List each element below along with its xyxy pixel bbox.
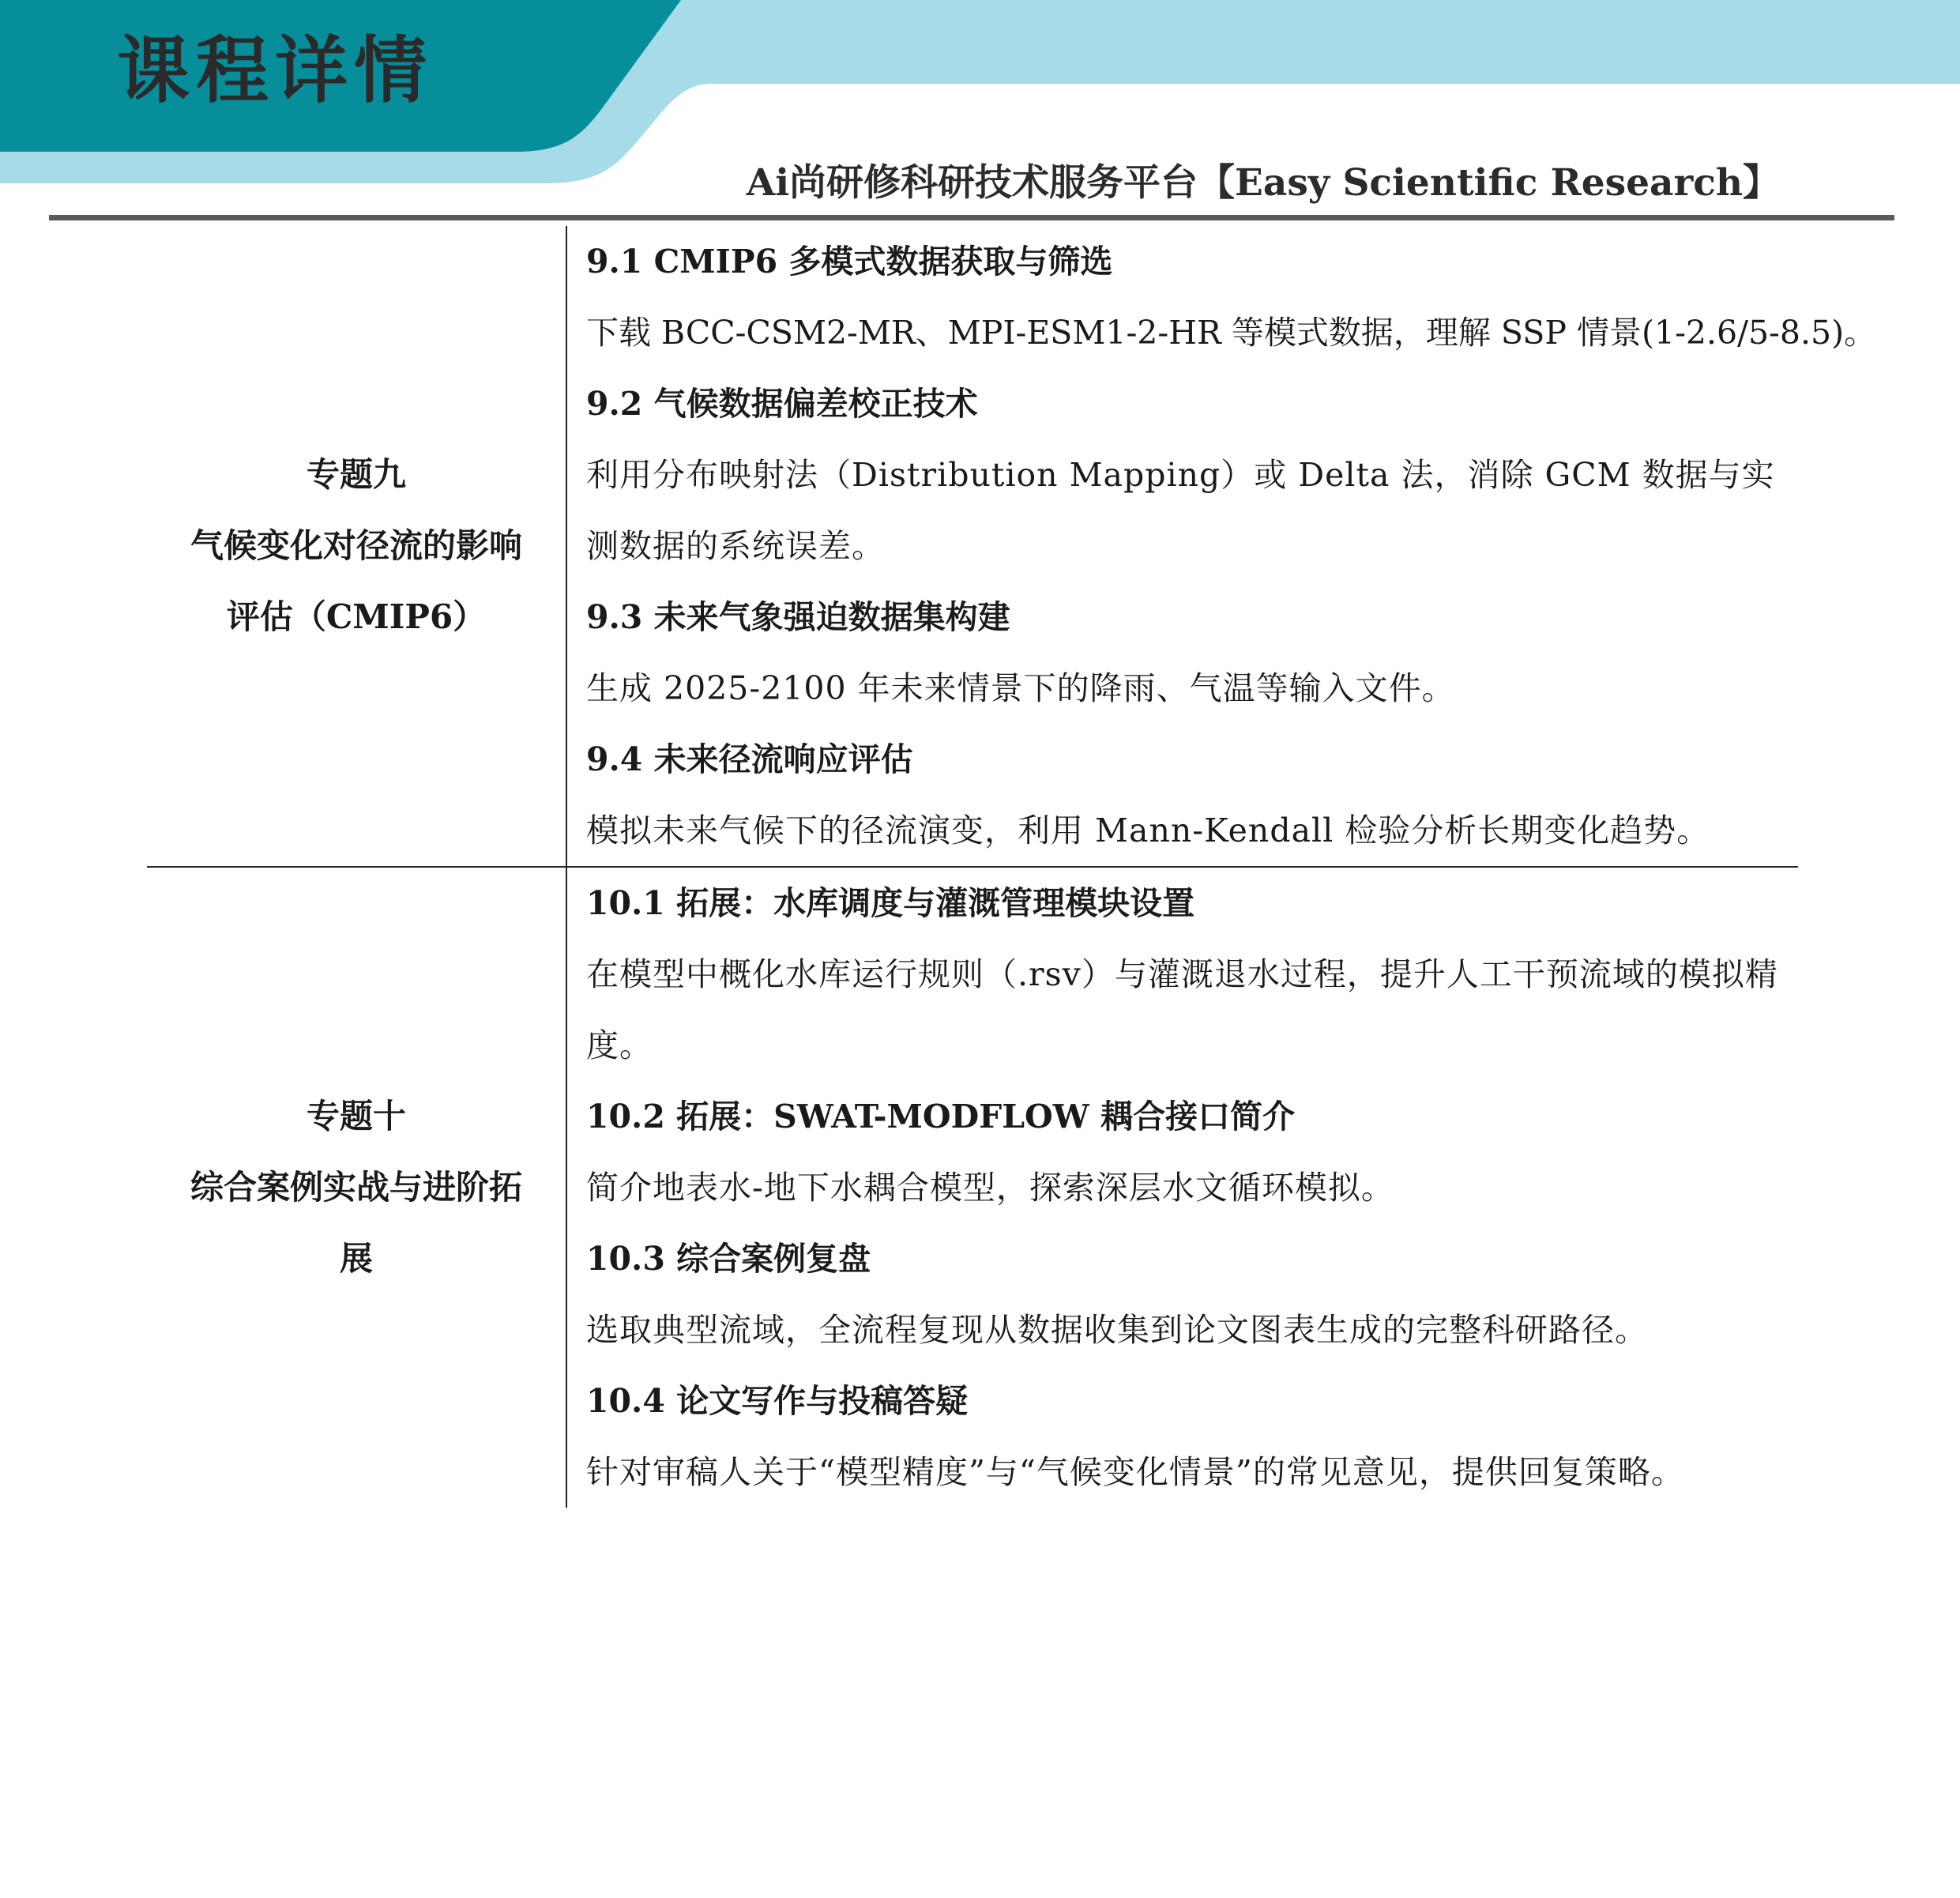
item-body: 选取典型流域，全流程复现从数据收集到论文图表生成的完整科研路径。	[586, 1311, 1648, 1349]
topic-details	[566, 226, 1877, 867]
topic-title-line: 气候变化对径流的影响	[190, 526, 522, 565]
topic-row	[147, 226, 1798, 867]
topic-details	[566, 867, 1798, 1508]
section-title: 课程详情	[117, 28, 434, 113]
item-body: 生成 2025-2100 年未来情景下的降雨、气温等输入文件。	[586, 669, 1455, 707]
platform-name: Ai尚研修科研技术服务平台【Easy Scientific Research】	[746, 161, 1780, 205]
item-heading: 9.1 CMIP6 多模式数据获取与筛选	[586, 243, 1113, 281]
item-body: 下载 BCC-CSM2-MR、MPI-ESM1-2-HR 等模式数据，理解 SSP 情景(1-2.6/5-8.5)。	[586, 314, 1877, 352]
topic-label: 专题九	[306, 455, 406, 494]
item-heading: 10.2 拓展：SWAT-MODFLOW 耦合接口简介	[586, 1098, 1296, 1135]
item-heading: 9.3 未来气象强迫数据集构建	[586, 598, 1010, 636]
course-table	[147, 226, 1877, 1508]
topic-title-line: 评估（CMIP6）	[226, 597, 487, 636]
item-body: 在模型中概化水库运行规则（.rsv）与灌溉退水过程，提升人工干预流域的模拟精度。	[586, 955, 1778, 1064]
topic-cell	[147, 867, 566, 1508]
item-heading: 9.2 气候数据偏差校正技术	[586, 385, 978, 423]
item-heading: 10.1 拓展：水库调度与灌溉管理模块设置	[586, 884, 1195, 922]
topic-cell	[147, 226, 566, 867]
item-body: 针对审稿人关于“模型精度”与“气候变化情景”的常见意见，提供回复策略。	[586, 1453, 1684, 1491]
topic-title-line: 综合案例实战与进阶拓	[190, 1168, 522, 1207]
topic-label: 专题十	[306, 1097, 406, 1135]
item-body: 利用分布映射法（Distribution Mapping）或 Delta 法，消除 GCM 数据与实测数据的系统误差。	[586, 456, 1775, 565]
item-heading: 9.4 未来径流响应评估	[586, 740, 913, 778]
topic-title-line: 展	[339, 1239, 373, 1278]
item-heading: 10.3 综合案例复盘	[586, 1240, 871, 1278]
item-body: 模拟未来气候下的径流演变，利用 Mann-Kendall 检验分析长期变化趋势。	[586, 812, 1710, 849]
item-body: 简介地表水-地下水耦合模型，探索深层水文循环模拟。	[586, 1169, 1394, 1207]
item-heading: 10.4 论文写作与投稿答疑	[586, 1382, 969, 1420]
header-divider	[49, 215, 1894, 220]
topic-row	[147, 867, 1798, 1508]
